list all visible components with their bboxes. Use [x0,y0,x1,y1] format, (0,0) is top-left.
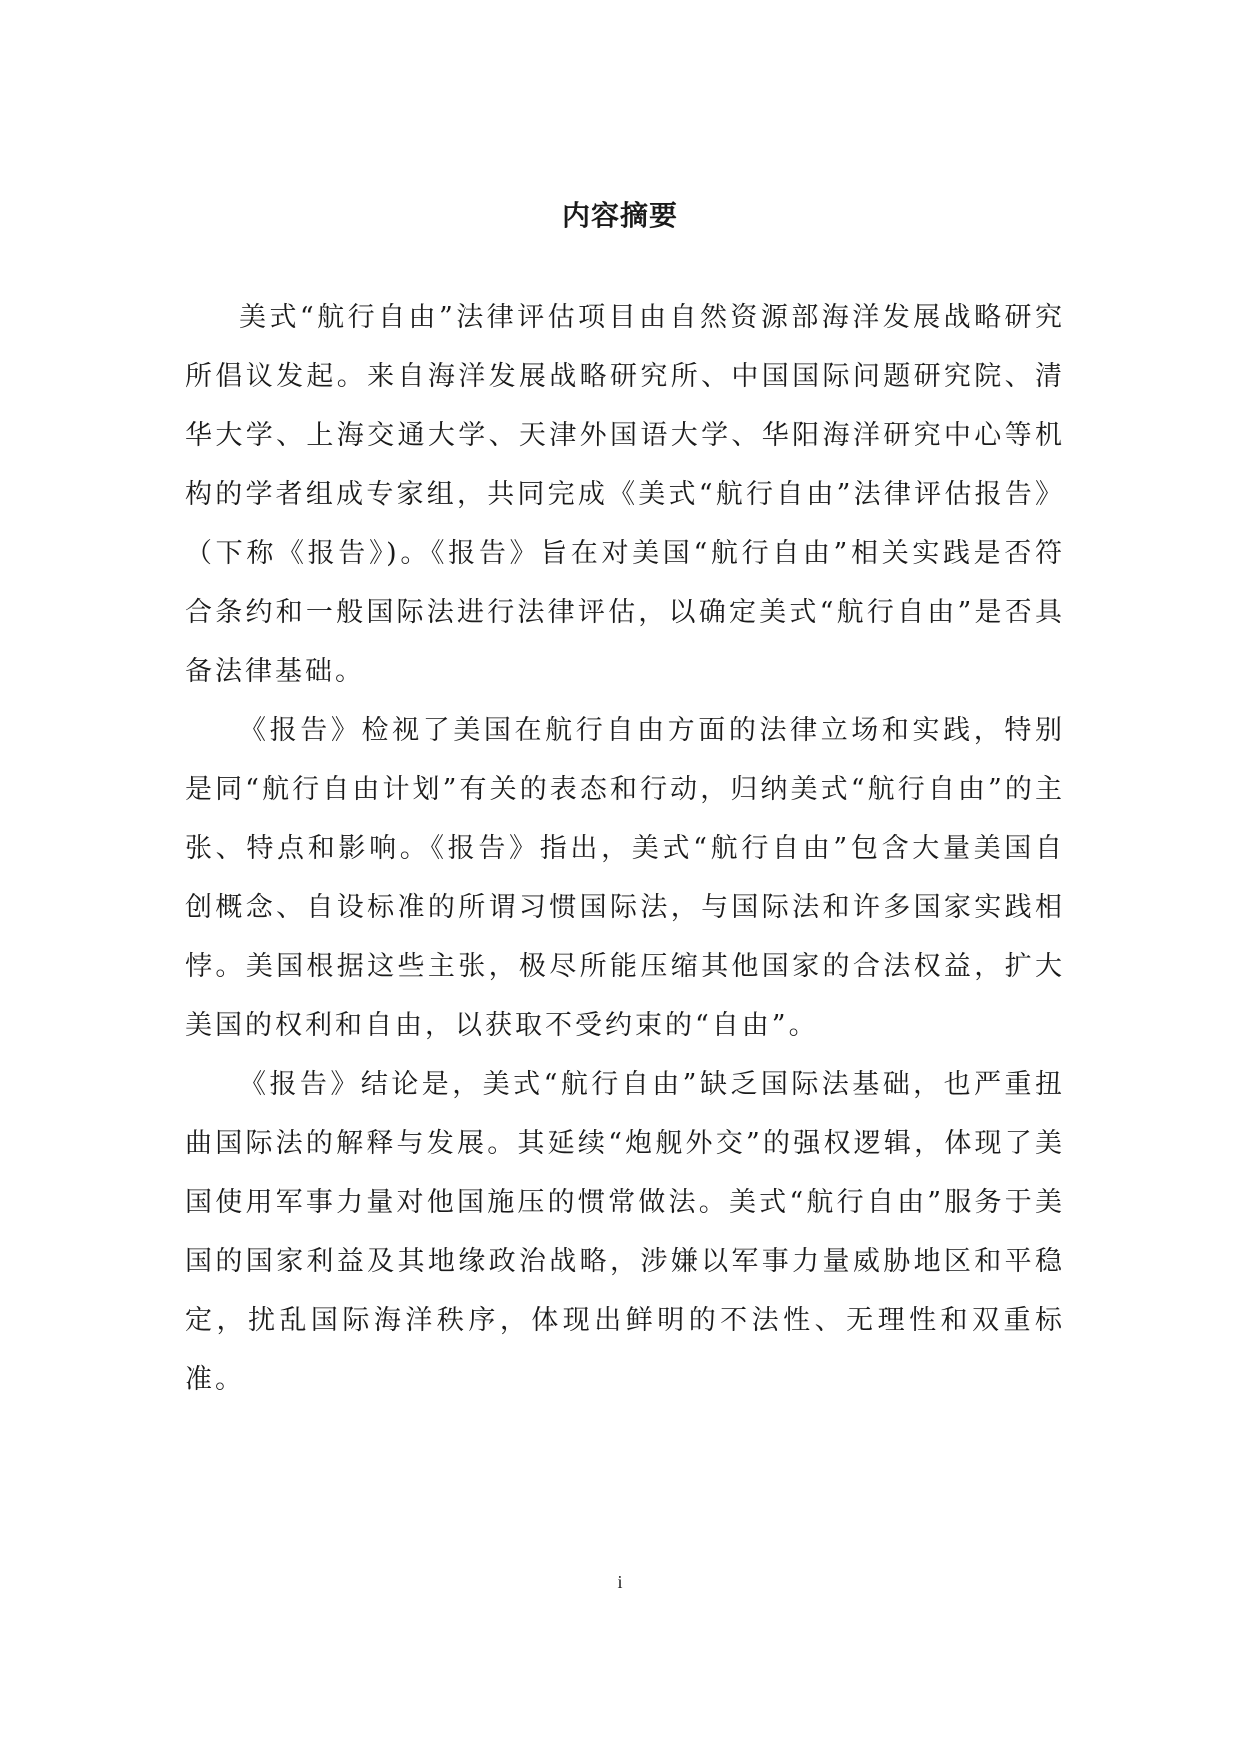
paragraph-3: 《报告》结论是，美式“航行自由”缺乏国际法基础，也严重扭曲国际法的解释与发展。其延续“炮舰外交”的强权逻辑，体现了美国使用军事力量对他国施压的惯常做法。美式“航行自由”服务于美国的国家利益及其地缘政治战略，涉嫌以军事力量威胁地区和平稳定，扰乱国际海洋秩序，体现出鲜明的不法性、无理性和双重标准。 [185,1069,1065,1395]
paragraph-1: 美式“航行自由”法律评估项目由自然资源部海洋发展战略研究所倡议发起。来自海洋发展战略研究所、中国国际问题研究院、清华大学、上海交通大学、天津外国语大学、华阳海洋研究中心等机构的学者组成专家组，共同完成《美式“航行自由”法律评估报告》（下称《报告》)。《报告》旨在对美国“航行自由”相关实践是否符合条约和一般国际法进行法律评估，以确定美式“航行自由”是否具备法律基础。 [185,302,1065,687]
page-number: i [617,1572,623,1592]
paragraph-2: 《报告》检视了美国在航行自由方面的法律立场和实践，特别是同“航行自由计划”有关的表态和行动，归纳美式“航行自由”的主张、特点和影响。《报告》指出，美式“航行自由”包含大量美国自创概念、自设标准的所谓习惯国际法，与国际法和许多国家实践相悖。美国根据这些主张，极尽所能压缩其他国家的合法权益，扩大美国的权利和自由，以获取不受约束的“自由”。 [185,715,1065,1041]
page-title: 内容摘要 [561,199,678,232]
abstract-body [185,288,1065,1409]
